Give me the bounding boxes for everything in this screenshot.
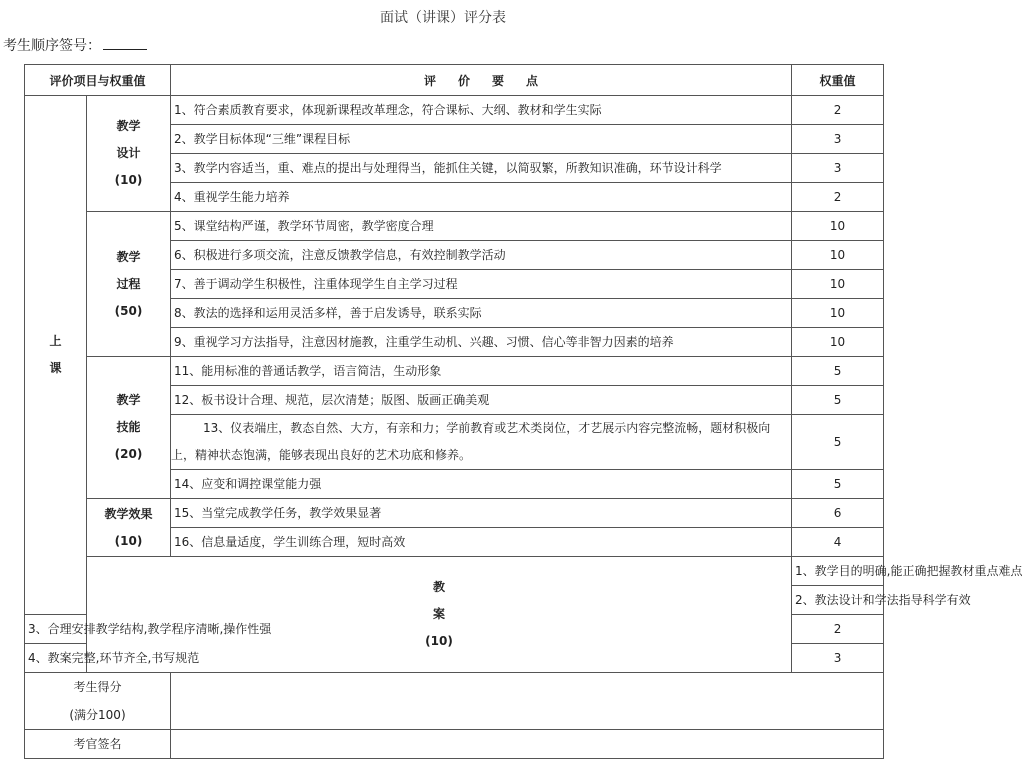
criterion-weight: 10 [792,270,884,299]
table-row [25,499,884,528]
score-row [25,673,884,730]
group-label: 教学 [116,119,141,133]
criterion-weight: 10 [792,299,884,328]
group-weight: (10) [114,533,143,548]
criterion-weight: 10 [792,212,884,241]
group-teaching-process [87,212,171,357]
group-weight: (50) [114,303,143,318]
criterion-weight: 2 [792,183,884,212]
group-weight: (10) [114,173,143,187]
score-table [24,64,1022,759]
table-row [25,357,884,386]
header-points: 评价要点 [171,65,792,96]
criterion-weight: 5 [792,470,884,499]
criterion-text: 3、教学内容适当，重、难点的提出与处理得当，能抓住关键，以简驭繁，所教知识准确，环节设计科学 [171,154,792,183]
plan-weight: (10) [425,634,453,648]
criterion-weight: 3 [792,125,884,154]
examiner-signature-label: 考官签名 [25,730,171,759]
plan-label-2: 案 [433,607,446,621]
group-teaching-design [87,96,171,212]
criterion-text: 5、课堂结构严谨，教学环节周密，教学密度合理 [171,212,792,241]
group-label: 教学效果 [104,506,153,521]
header-row [25,65,884,96]
page-title: 面试（讲课）评分表 [380,10,506,26]
criterion-weight: 6 [792,499,884,528]
criterion-text: 3、合理安排教学结构,教学程序清晰,操作性强 [25,615,87,644]
lecture-label-1: 上 [49,334,62,348]
signature-row [25,730,884,759]
criterion-text: 4、重视学生能力培养 [171,183,792,212]
criterion-text: 7、善于调动学生积极性，注重体现学生自主学习过程 [171,270,792,299]
criterion-weight: 3 [792,154,884,183]
criterion-text: 2、教学目标体现“三维”课程目标 [171,125,792,154]
header-category: 评价项目与权重值 [25,65,171,96]
candidate-number-label: 考生顺序签号： [3,38,101,54]
score-label: 考生得分 [73,680,122,694]
criterion-text: 12、板书设计合理、规范，层次清楚；版图、版画正确美观 [171,386,792,415]
candidate-number-blank[interactable] [103,37,147,50]
criterion-text: 13、仪表端庄，教态自然、大方，有亲和力；学前教育或艺术类岗位，才艺展示内容完整流畅，题材积极向上，精神状态饱满，能够表现出良好的艺术功底和修养。 [171,415,792,470]
group-label: 教学 [116,393,141,407]
criterion-weight: 5 [792,386,884,415]
plan-label-1: 教 [433,580,446,594]
criterion-text: 4、教案完整,环节齐全,书写规范 [25,644,87,673]
examiner-signature-field[interactable] [171,730,884,759]
criterion-weight: 2 [792,615,884,644]
group-label: 过程 [116,276,141,291]
lecture-label-2: 课 [49,361,62,375]
score-max: (满分100) [69,708,126,722]
group-teaching-skills [87,357,171,499]
criterion-text: 14、应变和调控课堂能力强 [171,470,792,499]
group-label: 技能 [116,420,141,434]
criterion-text: 9、重视学习方法指导，注意因材施教，注重学生动机、兴趣、习惯、信心等非智力因素的培养 [171,328,792,357]
lecture-category [25,96,87,615]
criterion-weight: 2 [792,96,884,125]
table-row [25,212,884,241]
criterion-text: 8、教法的选择和运用灵活多样，善于启发诱导，联系实际 [171,299,792,328]
criterion-weight: 5 [792,357,884,386]
criterion-weight: 10 [792,328,884,357]
group-teaching-effect [87,499,171,557]
criterion-text: 15、当堂完成教学任务，教学效果显著 [171,499,792,528]
header-weight: 权重值 [792,65,884,96]
group-label: 设计 [116,146,141,160]
criterion-text: 2、教法设计和学法指导科学有效 [792,586,884,615]
table-row [25,96,884,125]
criterion-text: 16、信息量适度，学生训练合理，短时高效 [171,528,792,557]
criterion-weight: 10 [792,241,884,270]
group-weight: (20) [114,447,143,461]
criterion-text: 1、符合素质教育要求，体现新课程改革理念，符合课标、大纲、教材和学生实际 [171,96,792,125]
candidate-number-line [3,35,147,55]
criterion-weight: 5 [792,415,884,470]
criterion-text: 1、教学目的明确,能正确把握教材重点难点 [792,557,884,586]
criterion-weight: 4 [792,528,884,557]
candidate-score-label [25,673,171,730]
criterion-text: 6、积极进行多项交流，注意反馈教学信息，有效控制教学活动 [171,241,792,270]
group-label: 教学 [116,249,141,264]
criterion-text: 11、能用标准的普通话教学，语言简洁，生动形象 [171,357,792,386]
candidate-score-field[interactable] [171,673,884,730]
table-row [25,557,884,586]
criterion-weight: 3 [792,644,884,673]
